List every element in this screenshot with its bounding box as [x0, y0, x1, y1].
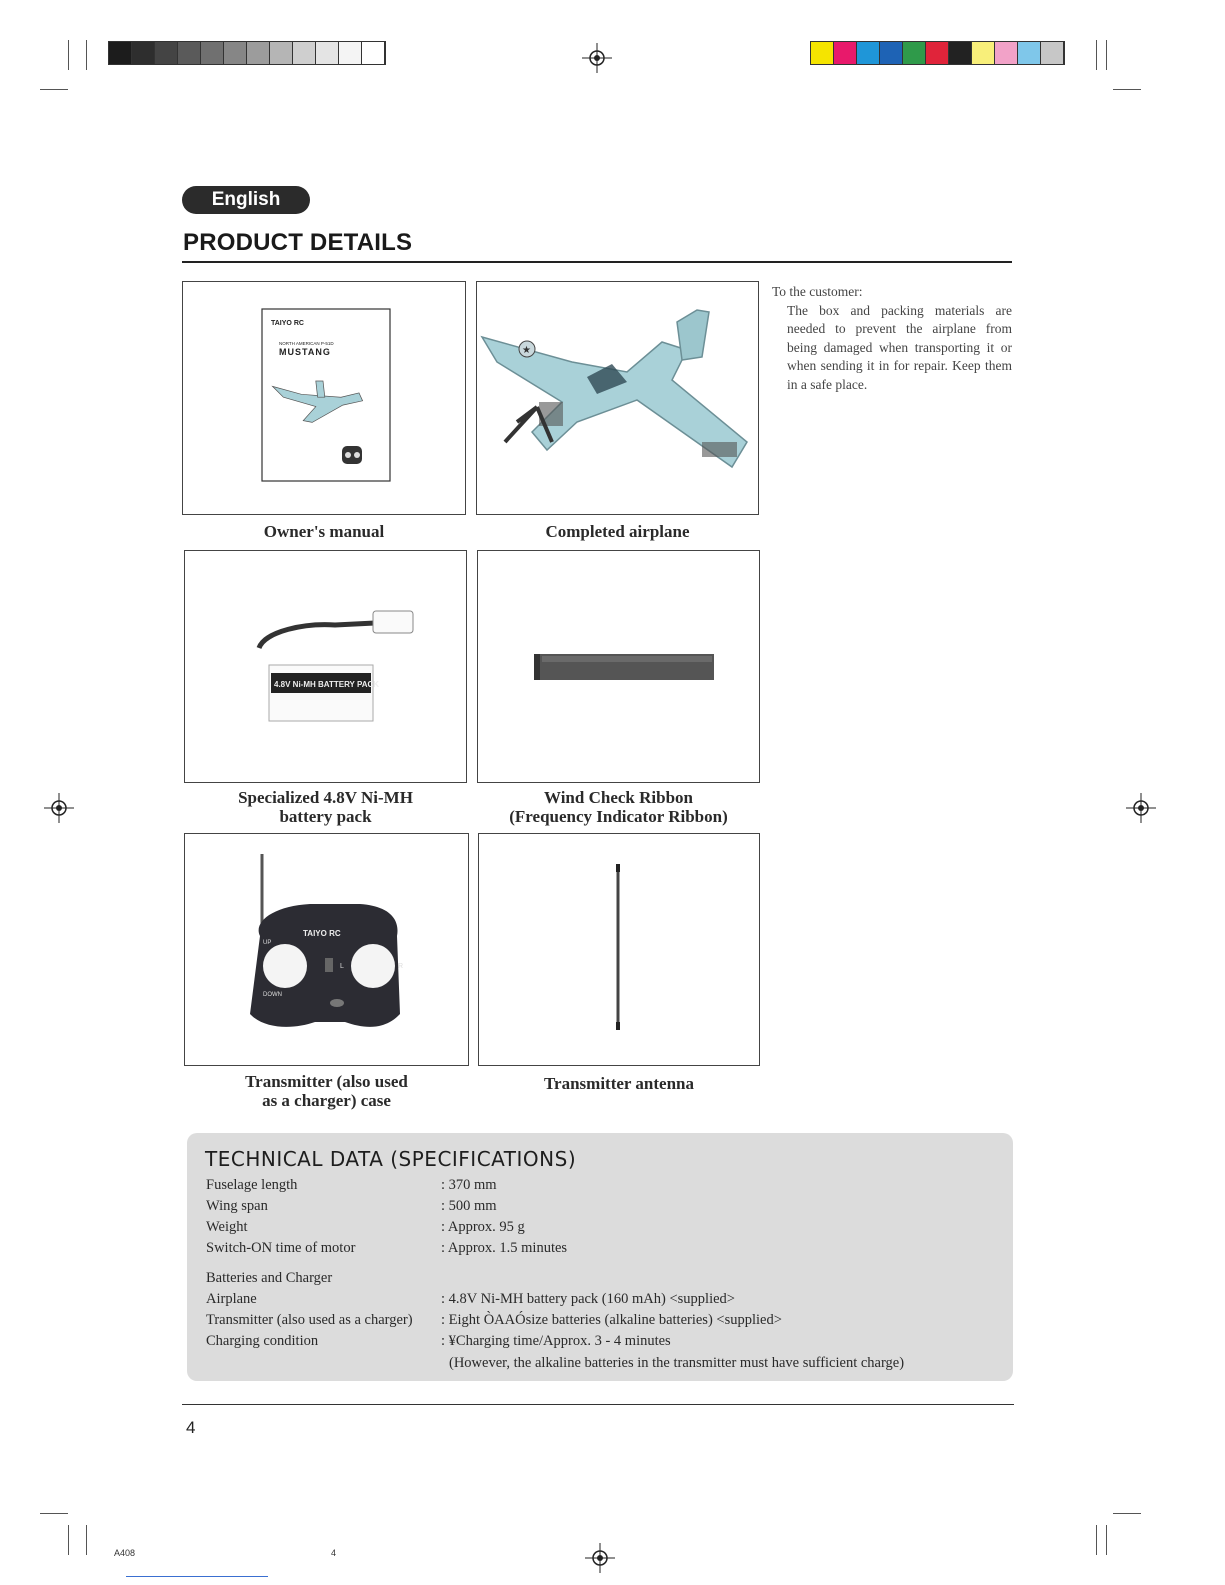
manual-brand-text: TAIYO RC — [271, 320, 304, 327]
page-number: 4 — [186, 1418, 196, 1437]
battery-pack-caption — [184, 788, 467, 826]
calibration-swatch — [155, 42, 178, 64]
transmitter-antenna-image — [479, 834, 759, 1065]
spec-value: : Eight ÒAAÓsize batteries (alkaline batteries) <supplied> — [441, 1312, 782, 1328]
product-photo-frame — [478, 833, 760, 1066]
calibration-swatch — [857, 42, 880, 64]
spec-value: : 370 mm — [441, 1177, 497, 1193]
spec-value: : ¥Charging time/Approx. 3 - 4 minutes — [441, 1333, 671, 1349]
product-photo-frame — [476, 281, 759, 515]
wind-check-ribbon-caption — [477, 788, 760, 826]
calibration-swatch — [880, 42, 903, 64]
svg-text:★: ★ — [522, 345, 531, 356]
wind-check-ribbon-caption-line2: (Frequency Indicator Ribbon) — [509, 807, 728, 826]
registration-mark-icon — [585, 1543, 615, 1573]
language-tab: English — [182, 186, 310, 214]
spec-label: Switch-ON time of motor — [206, 1240, 356, 1256]
wind-check-ribbon-caption-line1: Wind Check Ribbon — [544, 788, 693, 807]
slug-page-number: 4 — [331, 1548, 337, 1558]
page-title: PRODUCT DETAILS — [183, 229, 413, 256]
crop-mark — [1096, 1525, 1097, 1555]
battery-pack-caption-line1: Specialized 4.8V Ni-MH — [238, 788, 413, 807]
crop-mark — [1106, 40, 1107, 70]
crop-mark — [1096, 40, 1097, 70]
battery-pack-image — [185, 551, 466, 782]
calibration-swatch — [949, 42, 972, 64]
spec-value: : 500 mm — [441, 1198, 497, 1214]
calibration-swatch — [224, 42, 247, 64]
crop-mark — [126, 1576, 268, 1577]
crop-mark — [68, 40, 69, 70]
calibration-swatch — [316, 42, 339, 64]
transmitter-left-label: L — [340, 963, 344, 970]
product-photo-frame — [184, 833, 469, 1066]
spec-label: Weight — [206, 1219, 248, 1235]
transmitter-up-label: UP — [263, 940, 272, 946]
color-calibration-bar — [810, 41, 1065, 65]
completed-airplane-caption: Completed airplane — [545, 522, 690, 541]
bottom-divider — [182, 1404, 1014, 1405]
customer-note-heading: To the customer: — [772, 284, 863, 299]
registration-mark-icon — [582, 43, 612, 73]
registration-mark-icon — [1126, 793, 1156, 823]
calibration-swatch — [109, 42, 132, 64]
crop-mark — [1113, 89, 1141, 90]
crop-mark — [40, 1513, 68, 1514]
wind-check-ribbon-image — [478, 551, 759, 782]
manual-model-name-text: MUSTANG — [279, 347, 331, 357]
spec-label: Fuselage length — [206, 1177, 298, 1193]
battery-pack-caption-line2: battery pack — [279, 807, 372, 826]
product-photo-frame — [477, 550, 760, 783]
calibration-swatch — [178, 42, 201, 64]
transmitter-antenna-caption: Transmitter antenna — [543, 1074, 694, 1093]
spec-label: Transmitter (also used as a charger) — [206, 1312, 413, 1328]
spec-value: : 4.8V Ni-MH battery pack (160 mAh) <supplied> — [441, 1291, 735, 1307]
spec-value: : Approx. 95 g — [441, 1219, 525, 1235]
grayscale-calibration-bar — [108, 41, 386, 65]
spec-value: : Approx. 1.5 minutes — [441, 1240, 568, 1256]
crop-mark — [68, 1525, 69, 1555]
calibration-swatch — [362, 42, 385, 64]
slug-job-code: A408 — [114, 1548, 136, 1558]
product-photo-frame — [184, 550, 467, 783]
transmitter-down-label: DOWN — [263, 992, 282, 998]
battery-label-text: 4.8V Ni-MH BATTERY PACK — [274, 680, 380, 689]
transmitter-caption — [184, 1072, 469, 1110]
transmitter-right-label: R — [398, 963, 404, 970]
calibration-swatch — [903, 42, 926, 64]
calibration-swatch — [293, 42, 316, 64]
completed-airplane-image — [477, 282, 758, 514]
owners-manual-caption: Owner's manual — [263, 522, 385, 541]
crop-mark — [86, 40, 87, 70]
transmitter-caption-line2: as a charger) case — [262, 1091, 391, 1110]
crop-mark — [1113, 1513, 1141, 1514]
spec-label: Airplane — [206, 1291, 257, 1307]
transmitter-brand-text: TAIYO RC — [303, 929, 341, 938]
calibration-swatch — [972, 42, 995, 64]
batteries-heading: Batteries and Charger — [206, 1270, 333, 1286]
calibration-swatch — [995, 42, 1018, 64]
calibration-swatch — [201, 42, 224, 64]
registration-mark-icon — [44, 793, 74, 823]
crop-mark — [40, 89, 68, 90]
calibration-swatch — [247, 42, 270, 64]
transmitter-image — [185, 834, 468, 1065]
spec-label: Charging condition — [206, 1333, 319, 1349]
spec-label: Wing span — [206, 1198, 268, 1214]
calibration-swatch — [1041, 42, 1064, 64]
calibration-swatch — [132, 42, 155, 64]
customer-note-body: The box and packing materials are needed to prevent the airplane from being damaged when transporting it or when sending it in for repair. Keep them in a safe place. — [787, 302, 1012, 392]
calibration-swatch — [1018, 42, 1041, 64]
title-divider — [182, 261, 1012, 263]
spec-footnote: (However, the alkaline batteries in the transmitter must have sufficient charge) — [449, 1355, 905, 1371]
calibration-swatch — [339, 42, 362, 64]
calibration-swatch — [811, 42, 834, 64]
technical-data-title: TECHNICAL DATA (SPECIFICATIONS) — [205, 1147, 577, 1171]
crop-mark — [1106, 1525, 1107, 1555]
transmitter-caption-line1: Transmitter (also used — [245, 1072, 408, 1091]
manual-model-top-text: NORTH AMERICAN P-51D — [279, 341, 334, 346]
owners-manual-image — [183, 282, 465, 514]
product-photo-frame — [182, 281, 466, 515]
calibration-swatch — [834, 42, 857, 64]
crop-mark — [86, 1525, 87, 1555]
calibration-swatch — [926, 42, 949, 64]
calibration-swatch — [270, 42, 293, 64]
customer-note — [772, 283, 1012, 394]
